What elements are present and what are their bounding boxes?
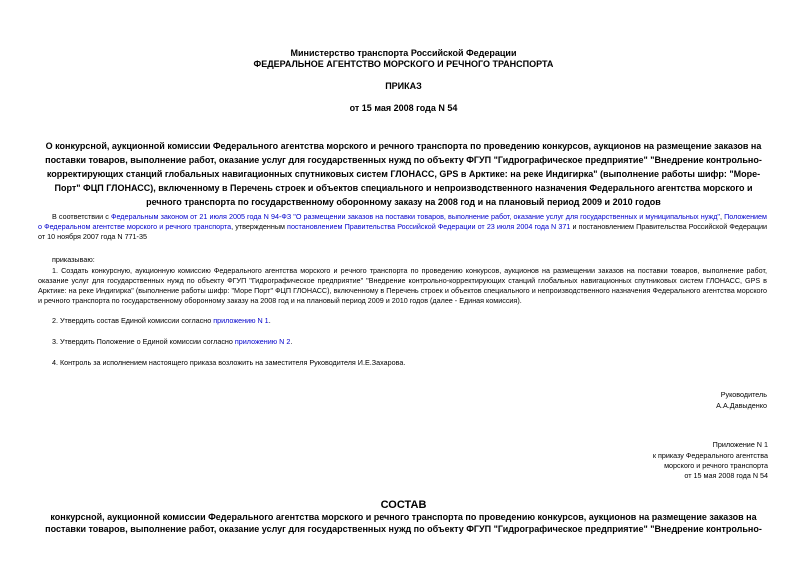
signatory-role: Руководитель bbox=[720, 390, 767, 399]
appendix-number: Приложение N 1 bbox=[712, 440, 768, 449]
preamble-paragraph bbox=[38, 212, 767, 242]
agency-name: ФЕДЕРАЛЬНОЕ АГЕНТСТВО МОРСКОГО И РЕЧНОГО ТРАНСПОРТА bbox=[253, 59, 554, 69]
item-text: . bbox=[268, 316, 271, 325]
document-date: от 15 мая 2008 года N 54 bbox=[349, 103, 458, 113]
item-text: 3. Утвердить Положение о Единой комиссии согласно bbox=[52, 337, 235, 346]
sostav-description: конкурсной, аукционной комиссии Федерального агентства морского и речного транспорта по проведению конкурсов, аукционов на размещение заказов на поставки товаров, выполнение работ, оказание услуг для государственных нужд по объекту ФГУП "Гидрографическое предприятие" "Внедрение контрольно- bbox=[45, 512, 762, 534]
preamble-text: , bbox=[719, 212, 725, 221]
appendix-line: от 15 мая 2008 года N 54 bbox=[684, 471, 768, 480]
signatory-name: А.А.Давыденко bbox=[716, 401, 767, 410]
item-text: 2. Утвердить состав Единой комиссии согласно bbox=[52, 316, 214, 325]
order-item-3 bbox=[38, 337, 767, 347]
federal-law-link[interactable]: Федеральным законом от 21 июля 2005 года N 94-ФЗ "О размещении заказов на поставки товаров, выполнение работ, оказание услуг для государственных и муниципальных нужд" bbox=[110, 212, 720, 221]
appendix-line: к приказу Федерального агентства bbox=[652, 451, 768, 460]
item-text: . bbox=[290, 337, 293, 346]
order-item-1: 1. Создать конкурсную, аукционную комиссию Федерального агентства морского и речного транспорта по проведению конкурсов, аукционов на размещении заказов на поставки товаров, выполнение работ, оказание услуг для государственных нужд по объекту ФГУП "Гидрографическое предприятие" "Внедрение контрольно-корректирующих станций глобальных навигационных спутниковых систем ГЛОНАСС, GPS в Арктике: на реке Индигирка" (выполнение работы шифр: "Море Порт" ФЦП ГЛОНАСС), включенному в Перечень строек и объектов специального и непроизводственного назначения Федерального агентства морского и речного транспорта по государственному оборонному заказу на 2008 год и на плановый период 2009 и 2010 годов (далее - Единая комиссия). bbox=[38, 266, 767, 305]
appendix-1-link[interactable]: приложению N 1 bbox=[213, 316, 269, 325]
order-word: приказываю: bbox=[52, 255, 95, 264]
preamble-text: , утвержденным bbox=[231, 222, 288, 231]
ministry-name: Министерство транспорта Российской Федерации bbox=[290, 48, 517, 58]
document-title: О конкурсной, аукционной комиссии Федерального агентства морского и речного транспорта по проведению конкурсов, аукционов на размещение заказов на поставки товаров, выполнение работ, оказание услуг для государственных нужд по объекту ФГУП "Гидрографическое предприятие" "Внедрение контрольно-корректирующих станций глобальных навигационных спутниковых систем ГЛОНАСС, GPS в Арктике: на реке Индигирка" (выполнение работы шифр: "Море-Порт" ФЦП ГЛОНАСС), включенному в Перечень строек и объектов специального и непроизводственного назначения Федерального агентства морского и речного транспорта по государственному оборонному заказу на 2008 год и на плановый период 2009 и 2010 годов bbox=[45, 141, 762, 207]
appendix-2-link[interactable]: приложению N 2 bbox=[234, 337, 291, 346]
preamble-text: и постановлением Правительства Российской Федерации от 10 ноября 2007 года N 771-35 bbox=[38, 222, 767, 241]
sostav-heading: СОСТАВ bbox=[380, 499, 427, 511]
preamble-text: В соответствии с bbox=[52, 212, 111, 221]
order-item-2 bbox=[38, 316, 767, 326]
agency-regulation-link[interactable]: Положением о Федеральном агентстве морского и речного транспорта bbox=[38, 212, 767, 231]
document-type: ПРИКАЗ bbox=[385, 81, 422, 91]
appendix-line: морского и речного транспорта bbox=[664, 461, 768, 470]
order-item-4: 4. Контроль за исполнением настоящего приказа возложить на заместителя Руководителя И.Е.Захарова. bbox=[52, 358, 406, 367]
government-decree-link[interactable]: постановлением Правительства Российской Федерации от 23 июля 2004 года N 371 bbox=[287, 222, 571, 231]
